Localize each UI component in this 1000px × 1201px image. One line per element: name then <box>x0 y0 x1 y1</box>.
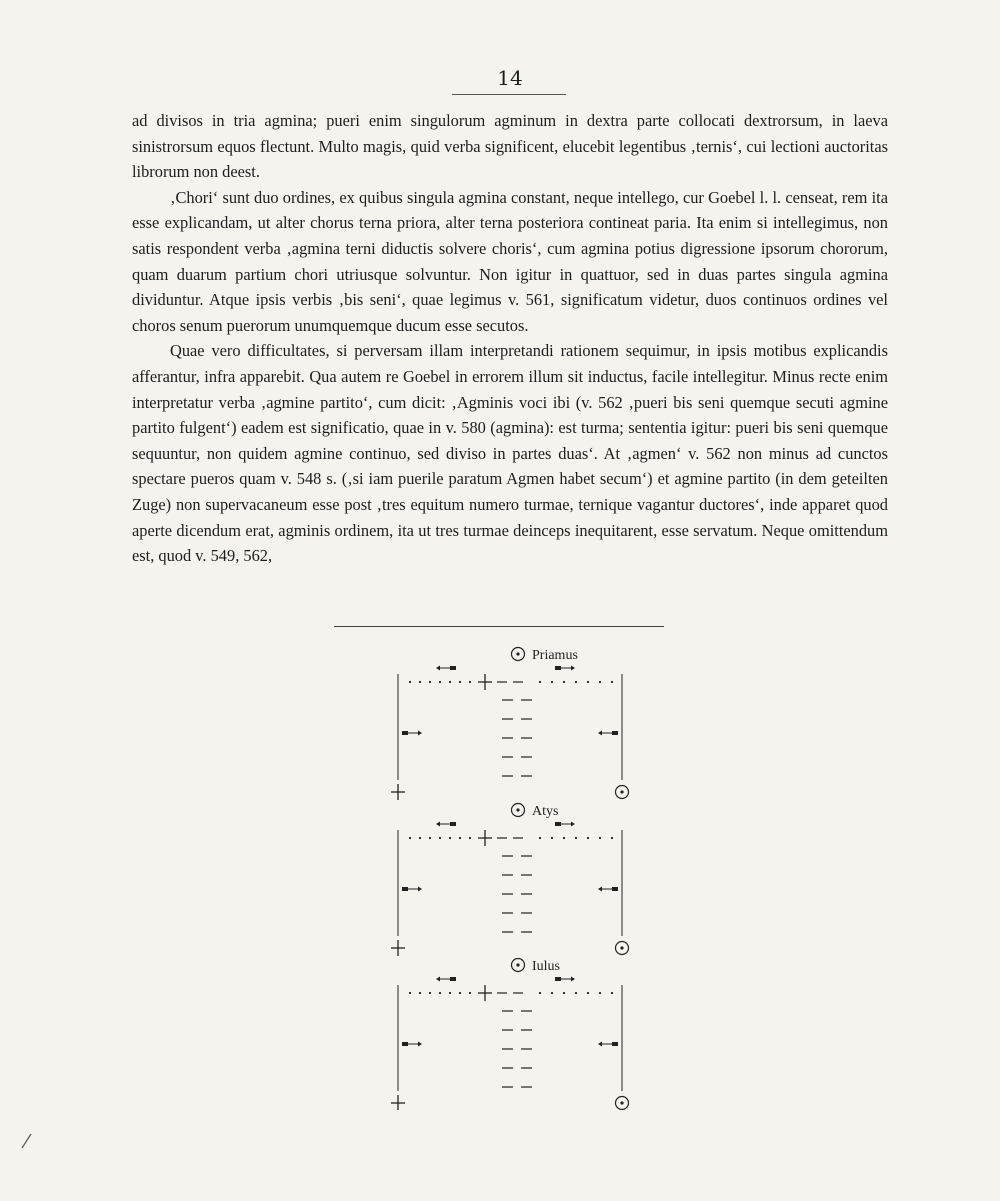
group-1-dot-right <box>587 681 589 683</box>
group-2-side-right-arrow <box>598 887 618 892</box>
group-3-side-right-arrow <box>598 1042 618 1047</box>
paragraph-2: ‚Chori‘ sunt duo ordines, ex quibus singula agmina constant, neque intellego, cur Goebel l. l. censeat, rem ita esse explicandam, ut alter chorus terna priora, alter terna posteriora contineat paria. Ita enim si intellegimus, non satis respondent verba ‚agmina terni diductis solvere choris‘, cum agmina potius digressione ipsorum chororum, quam duarum partium chori utriusque solvuntur. Non igitur in quattuor, sed in duas partes singula agmina dividuntur. Atque ipsis verbis ‚bis seni‘, quae legimus v. 561, significatum videtur, duos continuos ordines vel choros senum puerorum unumquemque ducum esse secutos. <box>132 187 888 335</box>
group-2-dot-left <box>429 837 431 839</box>
group-1-top-left-arrow-fletch <box>450 666 456 670</box>
group-1-dot-left <box>459 681 461 683</box>
section-rule <box>334 626 664 627</box>
group-2-top-right-arrow-fletch <box>555 822 561 826</box>
group-1-dot-left <box>409 681 411 683</box>
group-1-side-left-arrow <box>402 731 422 736</box>
group-3-dot-right <box>551 992 553 994</box>
group-2-top-left-arrow-head <box>436 822 440 827</box>
group-1-dot-right <box>611 681 613 683</box>
group-2-leader-name: Atys <box>532 804 559 819</box>
group-1-side-right-arrow-head <box>598 731 602 736</box>
group-1-leader-symbol-dot <box>516 652 519 655</box>
group-2-top-right-arrow-head <box>571 822 575 827</box>
group-3-dot-left <box>409 992 411 994</box>
group-2-top-left-arrow <box>436 822 456 827</box>
group-1-bottom-leader-symbol-dot <box>620 790 623 793</box>
group-2-top-left-arrow-fletch <box>450 822 456 826</box>
group-3-side-left-arrow-head <box>418 1042 422 1047</box>
group-3-dot-left <box>419 992 421 994</box>
group-2-side-left-arrow <box>402 887 422 892</box>
group-1-dot-right <box>575 681 577 683</box>
page-number-rule <box>452 94 566 95</box>
group-3-bottom-leader-symbol-dot <box>620 1101 623 1104</box>
page-number: 14 <box>497 66 523 90</box>
group-2-top-right-arrow <box>555 822 575 827</box>
group-3-dot-left <box>429 992 431 994</box>
diagram-figure <box>0 630 1000 1110</box>
group-1-dot-right <box>551 681 553 683</box>
group-3-dot-right <box>575 992 577 994</box>
group-1-leader-name: Priamus <box>532 648 578 663</box>
group-3-leader-symbol-dot <box>516 963 519 966</box>
paragraph-3: Quae vero difficultates, si perversam illam interpretandi rationem sequimur, in ipsis motibus explicandis afferantur, infra apparebit. Qua autem re Goebel in errorem illum sit inductus, facile intellegitur. Minus recte enim interpretatur verba ‚agmine partito‘, cum dicit: ‚Agminis voci ibi (v. 562 ‚pueri bis seni quemque secuti agmine partito fulgent‘) eadem est significatio, quae in v. 580 (agmina): est turma; sententia igitur: pueri bis seni quemque sequuntur, non quidem agmine continuo, sed diviso in partes duas‘. At ‚agmen‘ v. 562 non minus ad cunctos spectare pueros quam v. 548 s. (‚si iam puerile paratum Agmen habet secum‘) et agmine partito (in dem geteilten Zuge) non supervacaneum esse post ‚tres equitum numero turmae, ternique vagantur ductores‘, inde apparet quod aperte dicendum erat, agminis ordinem, ita ut tres turmae deinceps inequitarent, esse servatum. Neque omittendum est, quod v. 549, 562, <box>132 341 888 566</box>
group-2-dot-left <box>469 837 471 839</box>
group-2-bottom-leader-symbol-dot <box>620 946 623 949</box>
group-1-side-right-arrow-fletch <box>612 731 618 735</box>
group-2-dot-right <box>563 837 565 839</box>
group-1-top-left-arrow-head <box>436 666 440 671</box>
group-3-side-right-arrow-fletch <box>612 1042 618 1046</box>
group-2-dot-left <box>439 837 441 839</box>
group-1-dot-left <box>449 681 451 683</box>
group-3-top-left-arrow <box>436 977 456 982</box>
group-3-top-right-arrow-head <box>571 977 575 982</box>
group-2-dot-left <box>409 837 411 839</box>
group-3-side-right-arrow-head <box>598 1042 602 1047</box>
group-3-top-left-arrow-head <box>436 977 440 982</box>
group-3-top-right-arrow-fletch <box>555 977 561 981</box>
group-3-dot-right <box>587 992 589 994</box>
body-text <box>132 108 888 569</box>
troy-game-diagram <box>0 630 1000 1110</box>
group-3-dot-right <box>539 992 541 994</box>
group-3-side-left-arrow-fletch <box>402 1042 408 1046</box>
group-1-side-right-arrow <box>598 731 618 736</box>
group-3-top-right-arrow <box>555 977 575 982</box>
group-3-dot-left <box>449 992 451 994</box>
group-1-dot-right <box>539 681 541 683</box>
group-1-dot-left <box>419 681 421 683</box>
group-2-dot-right <box>539 837 541 839</box>
pencil-mark <box>20 1130 34 1150</box>
group-3-top-left-arrow-fletch <box>450 977 456 981</box>
group-2-dot-right <box>551 837 553 839</box>
group-2-side-right-arrow-fletch <box>612 887 618 891</box>
group-1-dot-left <box>429 681 431 683</box>
group-2-dot-right <box>599 837 601 839</box>
group-1-dot-right <box>563 681 565 683</box>
group-2-side-left-arrow-fletch <box>402 887 408 891</box>
group-3-side-left-arrow <box>402 1042 422 1047</box>
group-3-dot-left <box>469 992 471 994</box>
group-2-dot-right <box>575 837 577 839</box>
group-1-dot-right <box>599 681 601 683</box>
group-3-leader-name: Iulus <box>532 959 560 974</box>
group-1-side-left-arrow-head <box>418 731 422 736</box>
group-3-dot-left <box>439 992 441 994</box>
group-1-top-right-arrow-fletch <box>555 666 561 670</box>
group-3-dot-right <box>611 992 613 994</box>
group-2-dot-left <box>419 837 421 839</box>
group-2-leader-symbol-dot <box>516 808 519 811</box>
group-3-dot-right <box>599 992 601 994</box>
group-1-dot-left <box>439 681 441 683</box>
group-2-side-right-arrow-head <box>598 887 602 892</box>
group-1-top-left-arrow <box>436 666 456 671</box>
group-1-side-left-arrow-fletch <box>402 731 408 735</box>
group-1-top-right-arrow <box>555 666 575 671</box>
paragraph-1: ad divisos in tria agmina; pueri enim singulorum agminum in dextra parte collocati dextrorsum, in laeva sinistrorsum equos flectunt. Multo magis, quid verba significent, elucebit legentibus ‚ternis‘, cui lectioni auctoritas librorum non deest. <box>132 111 888 182</box>
group-2-dot-left <box>449 837 451 839</box>
group-1-dot-left <box>469 681 471 683</box>
group-3-dot-left <box>459 992 461 994</box>
group-2-dot-right <box>611 837 613 839</box>
group-2-dot-left <box>459 837 461 839</box>
group-1-top-right-arrow-head <box>571 666 575 671</box>
group-2-side-left-arrow-head <box>418 887 422 892</box>
group-2-dot-right <box>587 837 589 839</box>
group-3-dot-right <box>563 992 565 994</box>
